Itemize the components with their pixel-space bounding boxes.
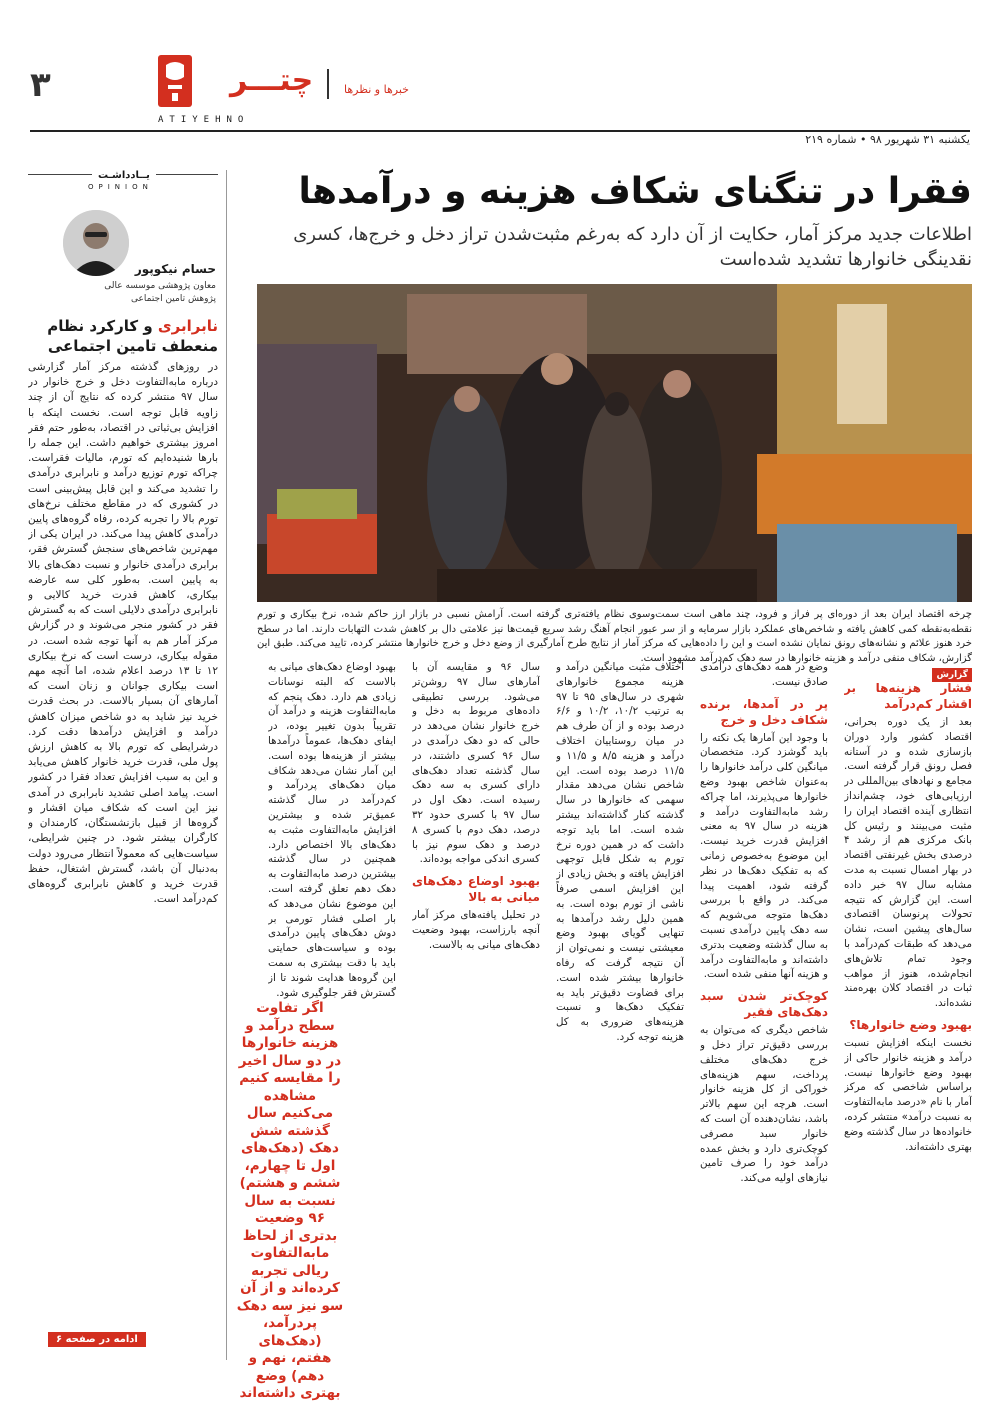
logo-text: ATIYEHNO (158, 115, 250, 125)
author-name: حسام نیکوپور (134, 262, 216, 276)
column-subhead: پر در آمدها، برنده شکاف دخل و خرج (700, 696, 828, 727)
page-number: ۳ (30, 65, 51, 105)
opinion-headline (28, 316, 218, 356)
article-column-4 (412, 660, 540, 1360)
opinion-headline-rest: و کارکرد نظام منعطف تامین اجتماعی (47, 317, 218, 355)
article-title: فقرا در تنگنای شکاف هزینه و درآمدها (298, 171, 972, 212)
column-paragraph: با وجود این آمارها یک نکته را باید گوشزد کرد. متخصصان میانگین کلی درآمد خانوارها را به‌عنوان شاخص بهبود وضع خانوارها می‌پذیرند، اما چراکه رشد مابه‌التفاوت درآمد و هزینه در سال ۹۷ به معنی افزایش قدرت خرید نیست. این موضوع به‌خصوص زمانی که به تفکیک دهک‌ها در نظر گرفته شود، اهمیت پیدا می‌کند. در واقع با بررسی دهک‌ها متوجه می‌شویم که سه دهک پایین درآمدی نسبت به سال گذشته وضعیت بدتری داشته‌اند و مابه‌التفاوت درآمد و هزینه آنها منفی شده است. (700, 731, 828, 981)
column-divider (226, 170, 227, 1360)
column-paragraph: بهبود اوضاع دهک‌های میانی به بالاست که البته نوسانات زیادی هم دارد. دهک پنجم که مابه‌التفاوت هزینه و درآمد آن تقریباً بدون تغییر بوده، در ایفای دهک‌ها، عموماً درآمدها بیشتر از هزینه‌ها بوده است. این آمار نشان می‌دهد شکاف میان دهک‌های پردرآمد و کم‌درآمد در سال گذشته عمیق‌تر شده و بیشترین افزایش مابه‌التفاوت مثبت به دهک‌های بالا اختصاص دارد. همچنین در سال گذشته بیشترین درصد مابه‌التفاوت به دهک دهم تعلق گرفته است. این موضوع نشان می‌دهد که بار اصلی فشار تورمی بر دوش دهک‌های پایین درآمدی بوده و سیاست‌های حمایتی باید با دقت بیشتری به سمت این گروه‌ها هدایت شوند تا از گسترش فقر جلوگیری شود. (268, 661, 396, 999)
article-column-1 (844, 660, 972, 1360)
newspaper-logo-icon (158, 55, 192, 107)
masthead-rule (30, 130, 970, 132)
photo-caption: چرخه اقتصاد ایران بعد از دوره‌ای پر فراز و فرود، چند ماهی است سمت‌وسوی نظام یافته‌تری گرفته است. آرامش نسبی در بازار ارز حاکم شده، نرخ بیکاری و تورم نقطه‌به‌نقطه کمی کاهش یافته و شاخص‌های عملکرد بازار سرمایه و از سر عبور انجام آهنگ رشد سریع قیمت‌ها نیز علامتی دال بر کاهش شدت التهابات دارند. اما در سطح خرد هنوز علائم و نشانه‌های رونق نمایان نشده است و این را داده‌هایی که مرکز آمار از نتایج طرح آمارگیری از وضع دخل و خرج خانوارها منتشر کرده، تایید می‌کند. طبق این گزارش، شکاف منفی درآمد و هزینه خانوارها در سه دهک کم‌درآمد مشهود است. (257, 609, 972, 664)
article-subtitle: اطلاعات جدید مرکز آمار، حکایت از آن دارد که به‌رغم مثبت‌شدن تراز دخل و خرج‌ها، کسری نقدینگی خانوارها تشدید شده‌است (293, 224, 972, 270)
opinion-column (28, 170, 218, 1360)
issue-info: یکشنبه ۳۱ شهریور ۹۸ • شماره ۲۱۹ (805, 133, 970, 146)
continue-link[interactable]: ادامه در صفحه ۶ (48, 1332, 146, 1347)
column-paragraph: شاخص دیگری که می‌توان به بررسی دقیق‌تر تراز دخل و خرج دهک‌های مختلف پرداخت، سهم هزینه‌های خوراکی از کل هزینه خانوار است. هرچه این سهم بالاتر باشد، نشان‌دهنده آن است که خانوار سبد مصرفی کوچک‌تری دارد و بخش عمده درآمد خود را صرف تامین نیازهای اولیه می‌کند. (700, 1024, 828, 1185)
section-title: چتـــر (230, 63, 314, 98)
report-badge: گزارش (932, 668, 972, 682)
column-subhead: فشار هزینه‌ها بر اقشار کم‌درآمد (844, 681, 972, 711)
opinion-label-en: OPINION (88, 183, 153, 191)
column-paragraph: اختلاف مثبت میانگین درآمد و هزینه مجموع خانوارهای شهری در سال‌های ۹۵ تا ۹۷ به ترتیب ۱۰/۲، ۱۰/۲ و ۶/۶ درصد بوده و از آن طرف هم در میان روستاییان اختلاف درآمد و هزینه ۸/۵ و ۱۱/۵ و ۱۱/۵ درصد بوده است. این شاخص نشان می‌دهد مقدار سهمی که خانوارها در سال گذشته کنار گذاشته‌اند بیشتر شده است. اما باید توجه داشت که در همین دوره نرخ تورم به شکل قابل توجهی افزایش یافته و بخش زیادی از این افزایش اسمی صرفاً ناشی از تورم بوده است. به همین دلیل رشد درآمدها به تنهایی گویای بهبود وضع معیشتی نیست و نمی‌توان از آن نتیجه گرفت که رفاه خانوارها بیشتر شده است. برای قضاوت دقیق‌تر باید به تفکیک دهک‌ها و نسبت هزینه‌های ضروری به کل هزینه توجه کرد. (556, 661, 684, 1043)
author-avatar (63, 210, 129, 276)
section-separator (327, 69, 329, 99)
bazaar-photo (257, 284, 972, 602)
column-paragraph: وضع در همه دهک‌های درآمدی صادق نیست. (700, 661, 828, 688)
column-subhead: کوچک‌تر شدن سبد دهک‌های فقیر (700, 989, 828, 1020)
column-paragraph: سال ۹۶ و مقایسه آن با آمارهای سال ۹۷ روشن‌تر می‌شود. بررسی تطبیقی داده‌های مربوط به دخل و خرج خانوار نشان می‌دهد در حالی که دو دهک درآمدی در سال ۹۶ کسری داشتند، در سال گذشته تعداد دهک‌های دارای کسری به سه دهک رسیده است. دهک اول در سال ۹۷ با کسری حدود ۳۲ درصد، دهک دوم با کسری ۸ درصد و دهک سوم نیز با کسری اندکی مواجه بوده‌اند. (412, 661, 540, 866)
column-paragraph: بعد از یک دوره بحرانی، اقتصاد کشور وارد دوران بازسازی شده و در آستانه فصل رونق قرار گرفته است. مجامع و نهادهای بین‌المللی در ارزیابی‌های خود، چشم‌انداز انتظاری آینده اقتصاد ایران را مثبت می‌بینند و رئیس کل بانک مرکزی هم از رشد ۴ درصدی بخش غیرنفتی اقتصاد در بهار امسال نسبت به مدت مشابه سال ۹۷ خبر داده است. این گزارش که نتیجه تحولات پرنوسان اقتصادی سال‌های پیشین است، نشان می‌دهد که طبقات کم‌درآمد با وجود تمام تلاش‌های انجام‌شده، هنوز از مواهب ثبات در اقتصاد کلان بهره‌مند نشده‌اند. (844, 716, 972, 1010)
article-column-2 (700, 660, 828, 1360)
section-subtitle: خبرها و نظرها (344, 83, 409, 96)
masthead (30, 55, 970, 146)
article-column-3 (556, 660, 684, 1360)
opinion-body: در روزهای گذشته مرکز آمار گزارشی درباره مابه‌التفاوت دخل و خرج خانوار در سال ۹۷ منتشر کرده که نتایج آن از چند زاویه قابل توجه است. نخست اینکه با افزایش بی‌ثباتی در اقتصاد، به‌طور حتم فقر امروز بیشتری خواهیم داشت. این جمله را بارها شنیده‌ایم که تورم، مالیات فقراست. چراکه تورم توزیع درآمد و نابرابری درآمدی را تشدید می‌کند و این قابل پیش‌بینی است در کشوری که در مقاطع مختلف نرخ‌های تورم بالا را تجربه کرده، رفاه گروه‌های پایین درآمدی کاهش پیدا می‌کند. در ایران یکی از مهم‌ترین شاخص‌های سنجش گسترش فقر، برابری درآمدی خانوار و نسبت دهک‌های بالا به پایین است. به‌طور کلی سه عارضه بیکاری، کاهش قدرت خرید کالایی و نابرابری درآمدی دلایلی است که به گسترش فقر در کشور منجر می‌شوند و در گزارش مرکز آمار هم به آنها توجه شده است. در مقوله بیکاری، درست است که نرخ بیکاری ۱۲ تا ۱۳ درصد اعلام شده، اما آنچه مهم است بیکاری جوانان و زنان است که آمارهای آن بسیار بالاست. در بحث قدرت خرید نیز شاید به دو شاخص میزان کاهش درآمد و افزایش درآمدها دقت کرد. درشرایطی که تورم بالا به کاهش ارزش پول ملی، قدرت خرید خانوار کاهش می‌یابد و این به سبب افزایش تعداد فقرا در کشور است. پیامد اصلی تشدید نابرابری در آمدی نیز این است که شکاف میان اقشار و گروه‌ها از قبیل بازنشستگان، کارمندان و کارگران بیشتر شود. در چنین شرایطی، سیاست‌هایی که معمولاً انتظار می‌رود دولت به‌دنبال آن باشد، گسترش اشتغال، حفظ قدرت خرید و کاهش نابرابری گروه‌های کم‌درآمد است. (28, 361, 218, 906)
opinion-label: یــادداشـت (92, 170, 156, 181)
pull-quote: اگر تفاوت سطح درآمد و هزینه خانوارها در دو سال اخیر را مقایسه کنیم مشاهده می‌کنیم سال گذشته شش دهک (دهک‌های اول تا چهارم، ششم و هشتم) نسبت به سال ۹۶ وضعیت بدتری از لحاظ مابه‌التفاوت ریالی تجربه کرده‌اند و از آن سو نیز سه دهک پردرآمد، (دهک‌های هفتم، نهم و دهم) وضع بهتری داشته‌اند (236, 1000, 344, 1401)
column-subhead: بهبود اوضاع دهک‌های میانی به بالا (412, 874, 540, 905)
opinion-headline-highlight: نابرابری (157, 317, 218, 335)
author-title: معاون پژوهشی موسسه عالی پژوهش تامین اجتماعی (104, 281, 216, 304)
column-paragraph: در تحلیل یافته‌های مرکز آمار آنچه بارزاست، بهبود وضعیت دهک‌های میانی به بالاست. (412, 909, 540, 951)
column-subhead: بهبود وضع خانوارها؟ (849, 1017, 972, 1032)
column-paragraph: نخست اینکه افزایش نسبت درآمد و هزینه خانوار حاکی از بهبود وضع خانوارها نیست. براساس شاخصی که مرکز آمار با نام «درصد مابه‌التفاوت به نسبت درآمد» منتشر کرده، خانواده‌ها در سال گذشته وضع بهتری داشته‌اند. (844, 1036, 972, 1153)
